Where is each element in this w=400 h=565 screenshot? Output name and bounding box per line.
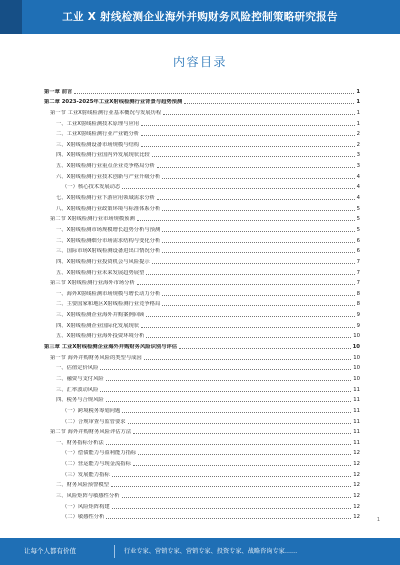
toc-leader-dots bbox=[146, 316, 354, 317]
toc-leader-dots bbox=[122, 497, 352, 498]
toc-leader-dots bbox=[106, 380, 352, 381]
toc-entry-page: 9 bbox=[356, 322, 360, 329]
toc-entry-title: 三、X射线检测设备市场规模与结构 bbox=[56, 141, 140, 148]
toc-leader-dots bbox=[141, 135, 355, 136]
toc-leader-dots bbox=[74, 93, 354, 94]
toc-entry[interactable] bbox=[44, 233, 360, 244]
footer-expert-list: 行业专家、营销专家、营销专家、投资专家、战略咨询专家…… bbox=[124, 548, 298, 555]
toc-leader-dots bbox=[163, 114, 354, 115]
toc-entry-title: 三、X射线检测企业海外并购案例回顾 bbox=[56, 312, 145, 319]
toc-entry[interactable] bbox=[44, 435, 360, 446]
toc-entry-title: 第三节 X射线检测行业海外市场分析 bbox=[50, 280, 135, 287]
toc-entry-title: 四、税务与合规风险 bbox=[56, 397, 104, 404]
toc-entry-page: 7 bbox=[356, 269, 360, 276]
table-of-contents bbox=[44, 84, 360, 520]
toc-entry[interactable] bbox=[44, 212, 360, 223]
toc-entry-title: 二、工业X射线检测行业产业链分析 bbox=[56, 131, 140, 138]
toc-leader-dots bbox=[133, 433, 351, 434]
toc-entry[interactable] bbox=[44, 201, 360, 212]
toc-entry-page: 11 bbox=[353, 439, 360, 446]
toc-entry[interactable] bbox=[44, 414, 360, 425]
toc-leader-dots bbox=[100, 391, 351, 392]
toc-entry[interactable] bbox=[44, 403, 360, 414]
toc-entry-title: （一）核心技术发展动态 bbox=[62, 184, 121, 191]
toc-entry-title: 第二节 X射线检测行业市场规模预测 bbox=[50, 216, 135, 223]
toc-entry-title: 八、X射线检测行业政策环境与标准体系分析 bbox=[56, 205, 161, 212]
toc-leader-dots bbox=[141, 125, 355, 126]
toc-leader-dots bbox=[111, 486, 351, 487]
toc-leader-dots bbox=[152, 263, 355, 264]
toc-entry[interactable] bbox=[44, 339, 360, 350]
toc-leader-dots bbox=[141, 327, 355, 328]
toc-entry[interactable] bbox=[44, 499, 360, 510]
toc-entry-page: 8 bbox=[356, 301, 360, 308]
toc-entry-page: 5 bbox=[356, 226, 360, 233]
toc-entry-page: 3 bbox=[356, 163, 360, 170]
toc-entry[interactable] bbox=[44, 222, 360, 233]
toc-entry[interactable] bbox=[44, 148, 360, 159]
toc-entry-page: 11 bbox=[353, 386, 360, 393]
toc-entry[interactable] bbox=[44, 286, 360, 297]
toc-leader-dots bbox=[162, 210, 354, 211]
toc-leader-dots bbox=[137, 220, 355, 221]
toc-entry-title: （三）发展能力指标 bbox=[62, 471, 110, 478]
toc-entry[interactable] bbox=[44, 137, 360, 148]
toc-leader-dots bbox=[122, 188, 354, 189]
toc-leader-dots bbox=[157, 199, 355, 200]
toc-entry-title: （一）风险矩阵构建 bbox=[62, 503, 110, 510]
toc-entry-page: 10 bbox=[353, 375, 360, 382]
toc-entry[interactable] bbox=[44, 478, 360, 489]
toc-entry-page: 12 bbox=[353, 450, 360, 457]
report-title: 工业 X 射线检测企业海外并购财务风险控制策略研究报告 bbox=[62, 11, 338, 23]
toc-entry-page: 12 bbox=[353, 514, 360, 521]
toc-entry[interactable] bbox=[44, 254, 360, 265]
toc-entry-title: 七、X射线检测行业下游应用领域需求分析 bbox=[56, 195, 155, 202]
toc-entry-page: 4 bbox=[356, 173, 360, 180]
toc-entry[interactable] bbox=[44, 190, 360, 201]
toc-entry-page: 1 bbox=[356, 99, 360, 106]
toc-entry[interactable] bbox=[44, 307, 360, 318]
toc-leader-dots bbox=[162, 295, 354, 296]
footer-slogan: 让每个人都有价值 bbox=[24, 547, 76, 555]
toc-entry-title: 一、工业X射线检测技术原理与应用 bbox=[56, 120, 140, 127]
toc-entry[interactable] bbox=[44, 425, 360, 436]
toc-entry[interactable] bbox=[44, 276, 360, 287]
toc-entry-page: 12 bbox=[353, 492, 360, 499]
toc-entry-page: 11 bbox=[353, 397, 360, 404]
toc-entry-title: 六、X射线检测行业技术创新与产业升级分析 bbox=[56, 173, 161, 180]
toc-entry-title: （二）敏感性分析 bbox=[62, 514, 105, 521]
toc-entry-page: 10 bbox=[353, 365, 360, 372]
toc-entry-title: 二、X射线检测细分市场需求结构与变化分析 bbox=[56, 237, 161, 244]
toc-entry-page: 12 bbox=[353, 461, 360, 468]
toc-entry[interactable] bbox=[44, 169, 360, 180]
toc-entry-page: 11 bbox=[353, 418, 360, 425]
toc-entry-page: 7 bbox=[356, 258, 360, 265]
toc-entry[interactable] bbox=[44, 446, 360, 457]
toc-entry-title: 第二章 2023-2025年工业X射线检测行业背景与趋势预测 bbox=[44, 99, 183, 106]
toc-entry-page: 10 bbox=[353, 354, 360, 361]
toc-entry-title: （二）合规审查与监管要求 bbox=[62, 418, 126, 425]
toc-entry-page: 5 bbox=[356, 205, 360, 212]
toc-entry[interactable] bbox=[44, 361, 360, 372]
toc-entry-page: 6 bbox=[356, 237, 360, 244]
toc-entry-page: 6 bbox=[356, 248, 360, 255]
toc-heading: 内容目录 bbox=[172, 55, 227, 69]
toc-entry-title: 第一节 工业X射线检测行业基本概况与发展历程 bbox=[50, 109, 162, 116]
toc-leader-dots bbox=[133, 465, 351, 466]
toc-entry-title: 三、风险矩阵与敏感性分析 bbox=[56, 492, 120, 499]
toc-entry-title: 一、估值定价风险 bbox=[56, 365, 99, 372]
toc-entry-title: 二、融资与支付风险 bbox=[56, 375, 104, 382]
toc-entry[interactable] bbox=[44, 95, 360, 106]
toc-leader-dots bbox=[157, 167, 355, 168]
toc-entry-title: 四、X射线检测行业投资机会与风险提示 bbox=[56, 258, 150, 265]
toc-entry-page: 4 bbox=[356, 184, 360, 191]
page-footer bbox=[0, 538, 400, 565]
toc-entry-page: 12 bbox=[353, 471, 360, 478]
toc-entry-page: 5 bbox=[356, 216, 360, 223]
toc-entry-title: 四、X射线检测行业国内外发展现状比较 bbox=[56, 152, 150, 159]
toc-entry-title: 五、X射线检测行业海外投资环境分析 bbox=[56, 333, 145, 340]
toc-entry-title: 四、X射线检测企业国际化发展现状 bbox=[56, 322, 140, 329]
toc-entry-page: 7 bbox=[356, 280, 360, 287]
toc-entry[interactable] bbox=[44, 382, 360, 393]
toc-entry[interactable] bbox=[44, 127, 360, 138]
toc-leader-dots bbox=[141, 146, 355, 147]
toc-entry[interactable] bbox=[44, 371, 360, 382]
toc-entry-page: 4 bbox=[356, 195, 360, 202]
toc-entry-page: 1 bbox=[356, 88, 360, 95]
toc-entry-page: 11 bbox=[353, 407, 360, 414]
toc-entry-title: 二、主要国家和地区X射线检测行业竞争格局 bbox=[56, 301, 161, 308]
toc-leader-dots bbox=[137, 284, 355, 285]
toc-entry[interactable] bbox=[44, 467, 360, 478]
toc-entry-page: 8 bbox=[356, 290, 360, 297]
toc-entry[interactable] bbox=[44, 329, 360, 340]
toc-leader-dots bbox=[144, 359, 352, 360]
toc-entry-page: 12 bbox=[353, 482, 360, 489]
toc-entry-page: 10 bbox=[353, 333, 360, 340]
toc-leader-dots bbox=[138, 454, 351, 455]
toc-entry[interactable] bbox=[44, 350, 360, 361]
page-number: 1 bbox=[376, 517, 380, 523]
toc-entry-page: 1 bbox=[356, 109, 360, 116]
toc-leader-dots bbox=[162, 178, 354, 179]
toc-entry-title: （一）跨境税务筹划问题 bbox=[62, 407, 121, 414]
toc-leader-dots bbox=[146, 274, 354, 275]
toc-entry[interactable] bbox=[44, 393, 360, 404]
toc-leader-dots bbox=[162, 305, 354, 306]
toc-leader-dots bbox=[128, 423, 352, 424]
toc-leader-dots bbox=[152, 156, 355, 157]
toc-entry-page: 3 bbox=[356, 152, 360, 159]
toc-entry-page: 12 bbox=[353, 503, 360, 510]
toc-leader-dots bbox=[162, 252, 354, 253]
toc-entry[interactable] bbox=[44, 116, 360, 127]
toc-entry[interactable] bbox=[44, 105, 360, 116]
toc-leader-dots bbox=[112, 508, 352, 509]
toc-entry-page: 1 bbox=[356, 120, 360, 127]
toc-entry-page: 2 bbox=[356, 141, 360, 148]
toc-entry-title: 第三章 工业X射线检测企业海外并购财务风险识别与评估 bbox=[44, 344, 178, 351]
toc-leader-dots bbox=[179, 348, 351, 349]
toc-leader-dots bbox=[162, 231, 354, 232]
toc-entry-title: （二）营运能力与现金流指标 bbox=[62, 461, 131, 468]
toc-entry-title: 二、财务风险预警模型 bbox=[56, 482, 109, 489]
toc-entry-title: 第一章 前言 bbox=[44, 88, 73, 95]
toc-entry[interactable] bbox=[44, 318, 360, 329]
page-header bbox=[0, 0, 400, 34]
toc-entry[interactable] bbox=[44, 488, 360, 499]
toc-entry-page: 9 bbox=[356, 312, 360, 319]
toc-entry-title: 第一节 海外并购财务风险的类型与成因 bbox=[50, 354, 142, 361]
toc-entry[interactable] bbox=[44, 265, 360, 276]
footer-divider bbox=[114, 545, 115, 558]
toc-entry-page: 11 bbox=[353, 429, 360, 436]
toc-entry-title: 五、X射线检测行业未来发展趋势展望 bbox=[56, 269, 145, 276]
toc-entry-title: 五、X射线检测行业重点企业竞争格局分析 bbox=[56, 163, 155, 170]
toc-entry[interactable] bbox=[44, 84, 360, 95]
toc-leader-dots bbox=[184, 103, 354, 104]
toc-entry[interactable] bbox=[44, 158, 360, 169]
toc-leader-dots bbox=[162, 242, 354, 243]
toc-entry-title: 三、国际市场X射线检测设备进出口情况分析 bbox=[56, 248, 161, 255]
toc-leader-dots bbox=[146, 337, 351, 338]
toc-entry[interactable] bbox=[44, 456, 360, 467]
toc-entry[interactable] bbox=[44, 297, 360, 308]
toc-entry-title: 第二节 海外并购财务风险评估方法 bbox=[50, 429, 132, 436]
toc-entry-title: 一、财务指标分析法 bbox=[56, 439, 104, 446]
toc-entry-title: 一、X射线检测市场规模增长趋势分析与预测 bbox=[56, 226, 161, 233]
toc-entry-title: 三、汇率波动风险 bbox=[56, 386, 99, 393]
toc-entry[interactable] bbox=[44, 244, 360, 255]
toc-leader-dots bbox=[122, 412, 351, 413]
toc-leader-dots bbox=[112, 476, 352, 477]
toc-entry-title: （一）偿债能力与盈利能力指标 bbox=[62, 450, 137, 457]
toc-leader-dots bbox=[100, 369, 351, 370]
toc-entry-page: 10 bbox=[352, 344, 360, 351]
toc-entry-title: 一、海外X射线检测市场规模与增长动力分析 bbox=[56, 290, 161, 297]
toc-leader-dots bbox=[106, 444, 352, 445]
toc-entry[interactable] bbox=[44, 180, 360, 191]
toc-entry-page: 2 bbox=[356, 131, 360, 138]
toc-leader-dots bbox=[106, 401, 352, 402]
